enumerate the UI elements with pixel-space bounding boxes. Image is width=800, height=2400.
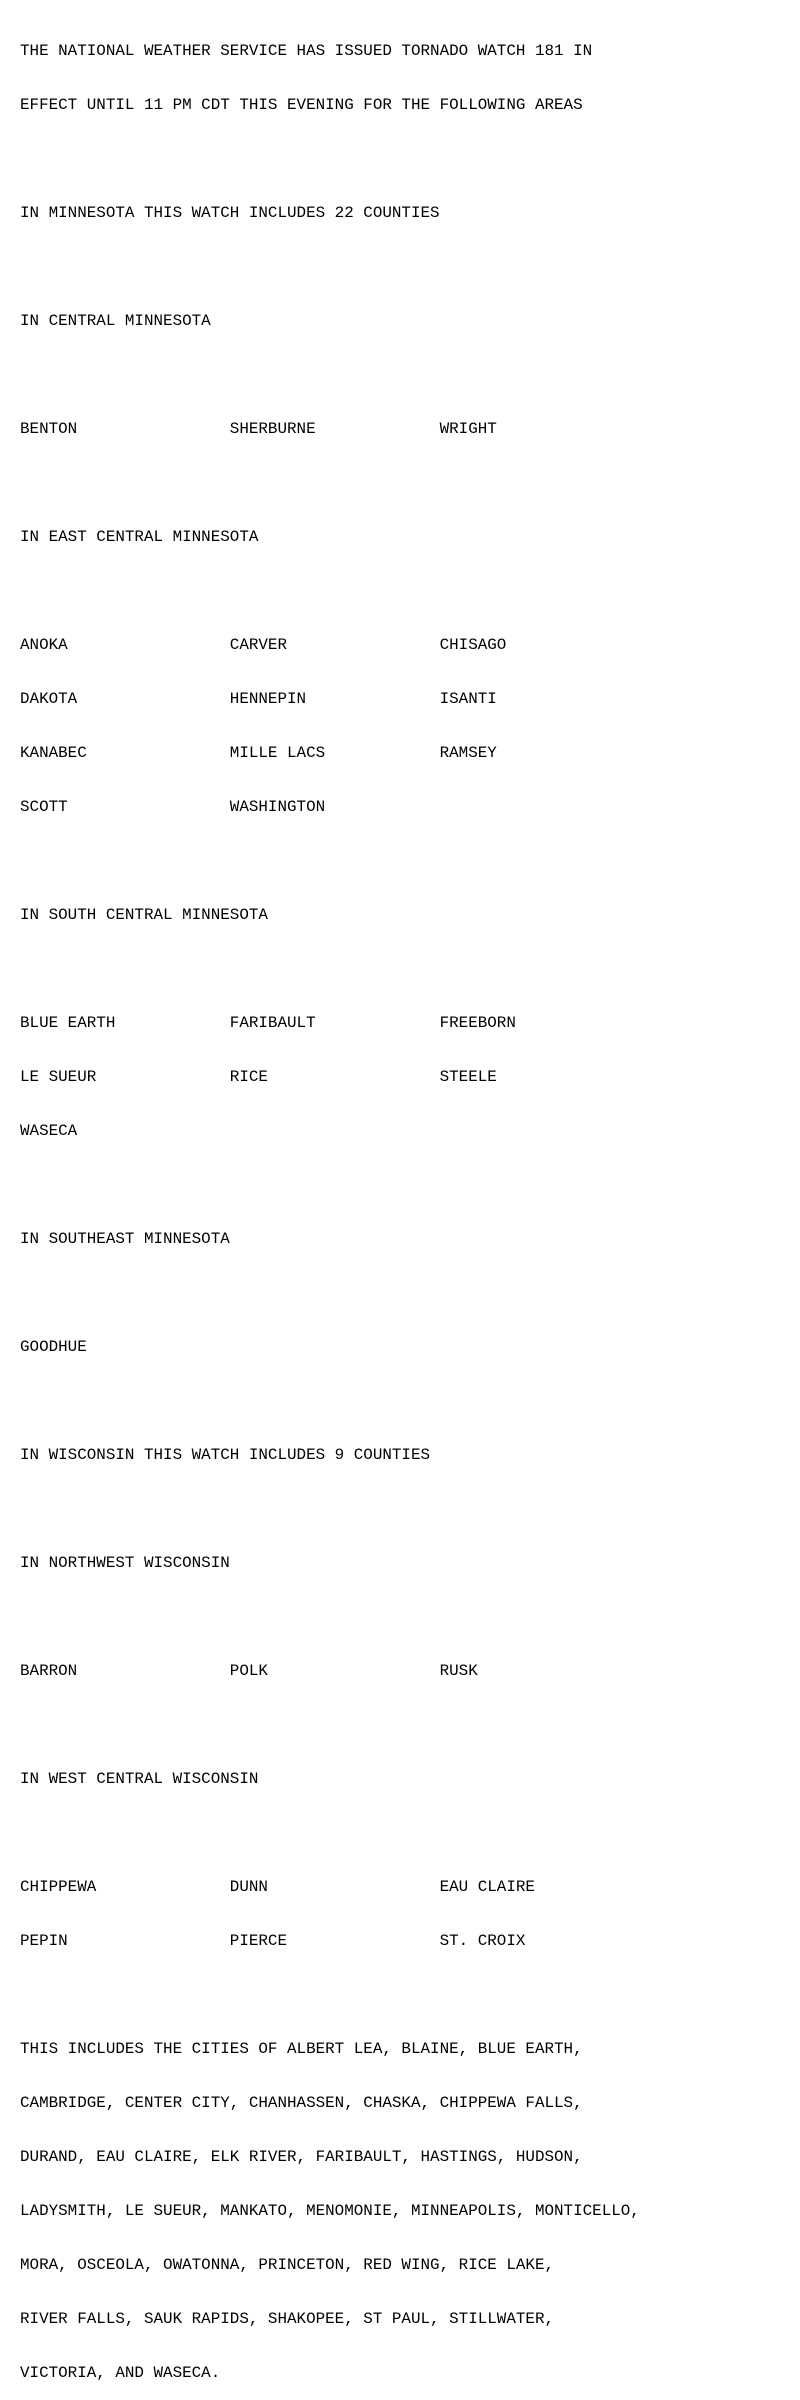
text-line: IN SOUTHEAST MINNESOTA: [20, 1230, 230, 1248]
text-line: [20, 852, 640, 870]
text-line: DURAND, EAU CLAIRE, ELK RIVER, FARIBAULT, HASTINGS, HUDSON,: [20, 2148, 583, 2166]
text-line: SCOTT WASHINGTON: [20, 798, 326, 816]
text-line: [20, 150, 640, 168]
text-line: IN WEST CENTRAL WISCONSIN: [20, 1770, 259, 1788]
text-line: VICTORIA, AND WASECA.: [20, 2364, 221, 2382]
text-line: CAMBRIDGE, CENTER CITY, CHANHASSEN, CHASKA, CHIPPEWA FALLS,: [20, 2094, 583, 2112]
text-line: [20, 1608, 640, 1626]
text-line: DAKOTA HENNEPIN ISANTI: [20, 690, 497, 708]
text-line: [20, 258, 640, 276]
text-line: EFFECT UNTIL 11 PM CDT THIS EVENING FOR THE FOLLOWING AREAS: [20, 96, 583, 114]
text-line: GOODHUE: [20, 1338, 87, 1356]
text-line: MORA, OSCEOLA, OWATONNA, PRINCETON, RED WING, RICE LAKE,: [20, 2256, 555, 2274]
text-line: [20, 1716, 640, 1734]
text-line: IN WISCONSIN THIS WATCH INCLUDES 9 COUNTIES: [20, 1446, 431, 1464]
text-line: [20, 582, 640, 600]
text-line: ANOKA CARVER CHISAGO: [20, 636, 507, 654]
weather-bulletin-text: [20, 6, 640, 2400]
text-line: IN CENTRAL MINNESOTA: [20, 312, 211, 330]
text-line: WASECA: [20, 1122, 78, 1140]
text-line: LADYSMITH, LE SUEUR, MANKATO, MENOMONIE, MINNEAPOLIS, MONTICELLO,: [20, 2202, 640, 2220]
text-line: CHIPPEWA DUNN EAU CLAIRE: [20, 1878, 535, 1896]
text-line: [20, 1284, 640, 1302]
text-line: KANABEC MILLE LACS RAMSEY: [20, 744, 497, 762]
text-line: [20, 1176, 640, 1194]
text-line: [20, 366, 640, 384]
text-line: [20, 960, 640, 978]
text-line: [20, 1392, 640, 1410]
text-line: BENTON SHERBURNE WRIGHT: [20, 420, 497, 438]
text-line: [20, 474, 640, 492]
text-line: BARRON POLK RUSK: [20, 1662, 478, 1680]
text-line: [20, 1500, 640, 1518]
text-line: [20, 1824, 640, 1842]
text-line: BLUE EARTH FARIBAULT FREEBORN: [20, 1014, 516, 1032]
text-line: IN SOUTH CENTRAL MINNESOTA: [20, 906, 268, 924]
text-line: RIVER FALLS, SAUK RAPIDS, SHAKOPEE, ST PAUL, STILLWATER,: [20, 2310, 555, 2328]
text-line: IN NORTHWEST WISCONSIN: [20, 1554, 230, 1572]
text-line: THE NATIONAL WEATHER SERVICE HAS ISSUED TORNADO WATCH 181 IN: [20, 42, 593, 60]
text-line: [20, 1986, 640, 2004]
text-line: THIS INCLUDES THE CITIES OF ALBERT LEA, BLAINE, BLUE EARTH,: [20, 2040, 583, 2058]
text-line: PEPIN PIERCE ST. CROIX: [20, 1932, 526, 1950]
text-line: IN MINNESOTA THIS WATCH INCLUDES 22 COUNTIES: [20, 204, 440, 222]
text-line: LE SUEUR RICE STEELE: [20, 1068, 497, 1086]
text-line: IN EAST CENTRAL MINNESOTA: [20, 528, 259, 546]
